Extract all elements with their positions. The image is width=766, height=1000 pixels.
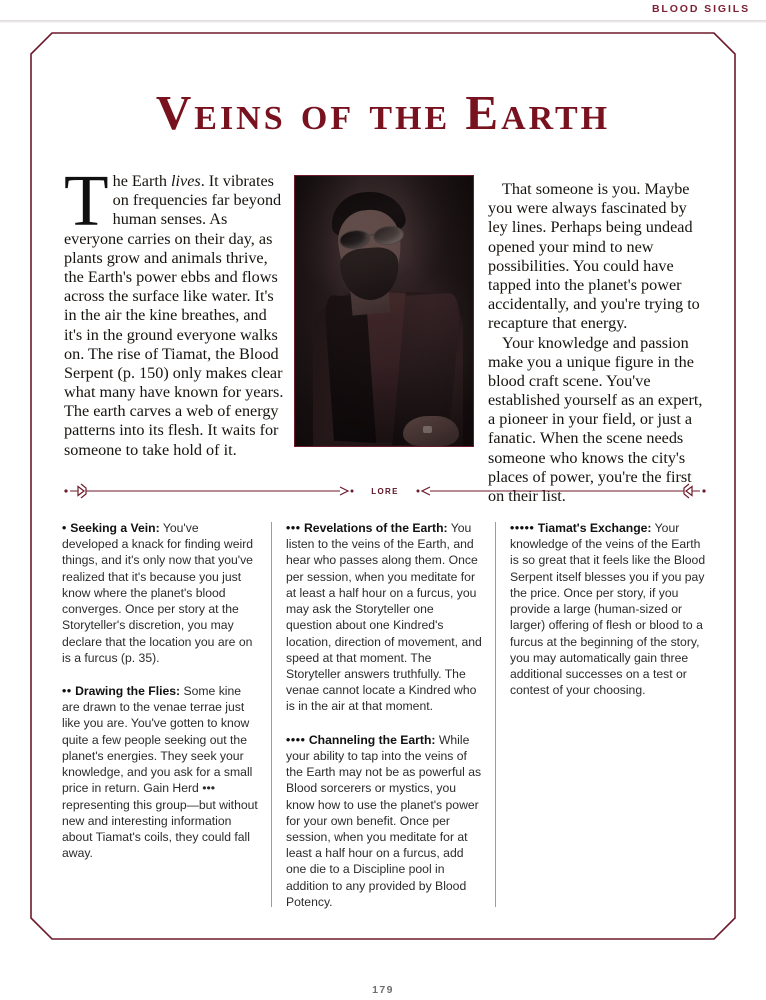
lore-entry-dots: •• bbox=[62, 683, 72, 698]
lore-entry bbox=[510, 520, 706, 698]
lore-entry-dots: •••• bbox=[286, 732, 306, 747]
lore-entry bbox=[286, 520, 482, 715]
intro-left-text: he Earth lives. It vibrates on frequencies far beyond human senses. As everyone carries on their day, as plants grow and animals thrive, the Earth's power ebbs and flows across the surface like water. It's in the air the kine breathes, and it's in the ground everyone walks on. The rise of Tiamat, the Blood Serpent (p. 150) only makes clear what many have known for years. The earth carves a web of energy patterns into its flesh. It waits for someone to take hold of it. bbox=[64, 172, 284, 459]
lore-column-1 bbox=[62, 520, 258, 861]
lore-entry-name: Revelations of the Earth: bbox=[304, 521, 448, 535]
page-number: 179 bbox=[372, 984, 394, 996]
intro-right-paragraph-2: Your knowledge and passion make you a unique figure in the blood craft scene. You've established yourself as an expert, a pioneer in your field, or just a fanatic. When the scene needs someone who knows the city's places of power, you're the first on their list. bbox=[488, 333, 703, 505]
intro-emphasis: lives bbox=[171, 172, 201, 190]
intro-left-paragraph bbox=[64, 160, 286, 460]
portrait-image bbox=[294, 175, 474, 447]
page-title: Veins of the Earth bbox=[155, 84, 611, 140]
lore-entry-dots: ••• bbox=[286, 521, 301, 535]
lore-column-divider-2 bbox=[495, 522, 496, 907]
intro-right-paragraph-1: That someone is you. Maybe you were always fascinated by ley lines. Perhaps being undead opened your mind to new possibilities. You could have tapped into the planet's power accidentally, and you're trying to recapture that energy. bbox=[488, 180, 700, 333]
header-rule bbox=[0, 20, 766, 23]
lore-column-3 bbox=[510, 520, 706, 698]
lore-entry bbox=[62, 683, 258, 861]
lore-divider-label: lore bbox=[371, 485, 399, 497]
lore-entry-name: Tiamat's Exchange: bbox=[537, 521, 652, 535]
lore-column-2 bbox=[286, 520, 482, 910]
lore-entry-dots: • bbox=[62, 521, 67, 535]
lore-entry-text: Some kine are drawn to the venae terrae just like you are. You've gotten to know quite a few people seeking out the planet's energies. They seek your knowledge, and you ask for a small price in return. Gain Herd ••• representing this group—but without new and interesting information about Tiamat's coils, they could fall away. bbox=[62, 683, 258, 861]
lore-entry-name: Channeling the Earth: bbox=[308, 732, 436, 747]
running-header bbox=[0, 0, 766, 22]
lore-columns bbox=[62, 520, 708, 910]
lore-column-divider-1 bbox=[271, 522, 272, 907]
lore-entry-text: You listen to the veins of the Earth, and hear who passes along them. Once per session, when you meditate for at least a half hour on a furcus, you may ask the Storyteller one question about one Kindred's location, direction of movement, and speed at that moment. The Storyteller answers truthfully. The venae cannot locate a Kindred who is in the air at that moment. bbox=[286, 521, 482, 714]
drop-cap: T bbox=[64, 160, 109, 241]
lore-entry-name: Seeking a Vein: bbox=[70, 521, 160, 535]
lore-entry-text: While your ability to tap into the veins of the Earth may not be as powerful as Blood sorcerers or mystics, you know how to use the planet's power for your own benefit. Once per session, when you meditate for at least a half hour on a furcus, add one die to a Discipline pool in addition to any provided by Blood Potency. bbox=[286, 732, 482, 909]
lore-entry-text: You've developed a knack for finding weird things, and it's only now that you've realized that it's because you just know where the planet's blood converges. Once per story at the Storyteller's discretion, you may declare that the location you are on is a furcus (p. 35). bbox=[62, 521, 254, 665]
lore-entry bbox=[62, 520, 258, 666]
intro-left-column bbox=[64, 160, 286, 460]
portrait-haze-overlay bbox=[295, 176, 473, 446]
lore-entry-text: Your knowledge of the veins of the Earth is so great that it feels like the Blood Serpent itself blesses you if you pay the price. Once per story, if you provide a large (human-sized or larger) offering of flesh or blood to a furcus at the beginning of the story, you may automatically gain three additional successes on a test or contest of your choosing. bbox=[510, 521, 706, 698]
running-head-label: BLOOD SIGILS bbox=[651, 3, 750, 15]
lore-entry-name: Drawing the Flies: bbox=[75, 683, 181, 698]
intro-right-column bbox=[488, 180, 704, 506]
portrait-backdrop bbox=[295, 176, 473, 446]
lore-entry bbox=[286, 732, 482, 910]
lore-entry-dots: ••••• bbox=[510, 521, 535, 535]
lore-divider bbox=[62, 478, 708, 504]
